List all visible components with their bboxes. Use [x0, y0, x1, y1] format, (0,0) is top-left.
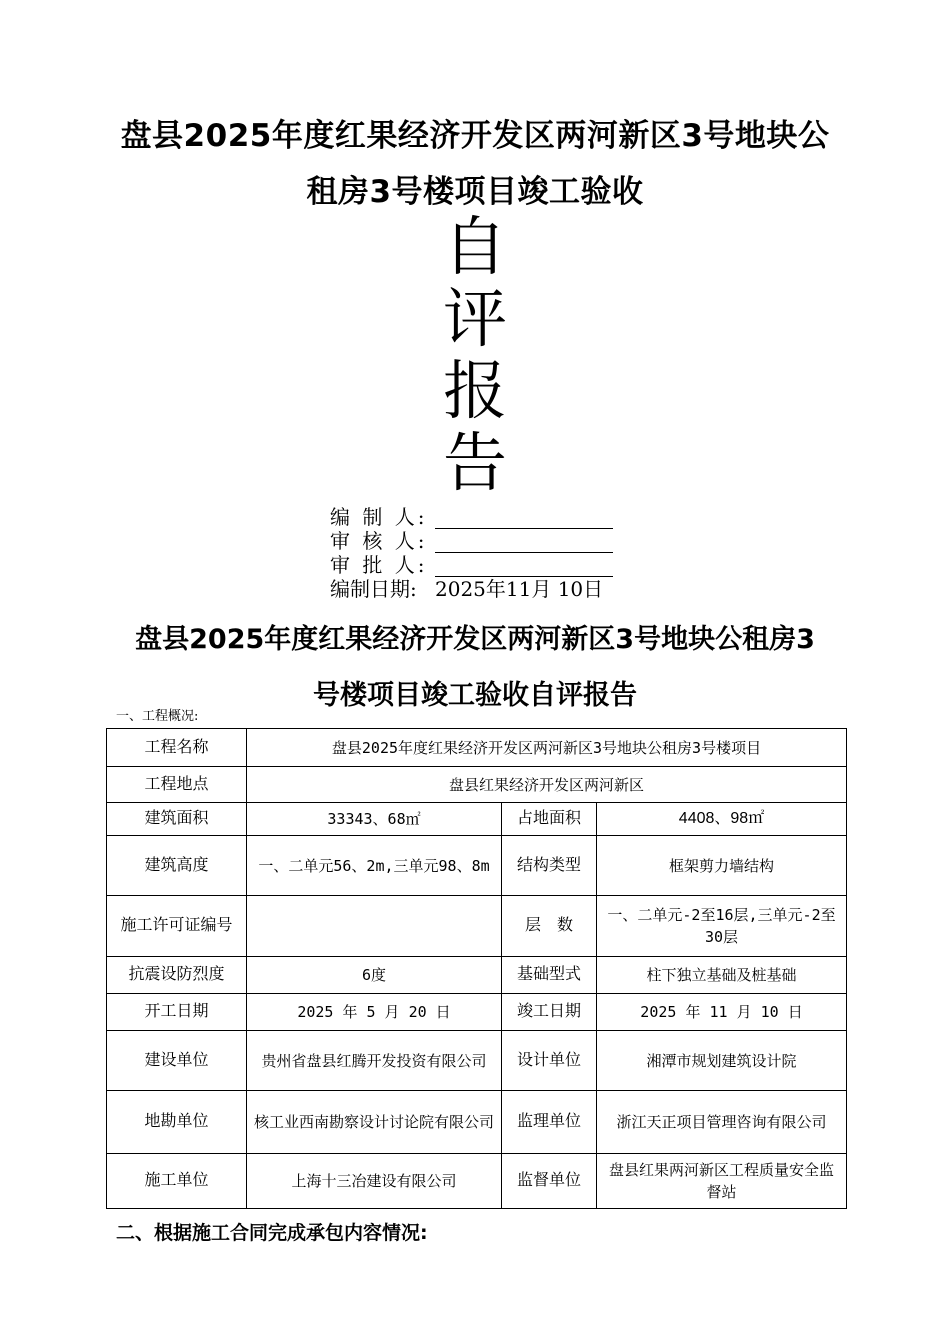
table-row [107, 1031, 847, 1091]
structure-value: 框架剪力墙结构 [597, 836, 847, 896]
building-area-label: 建筑面积 [107, 803, 247, 836]
compile-date-label: 编制日期: [330, 577, 417, 601]
designer-value: 湘潭市规划建筑设计院 [597, 1031, 847, 1091]
contractor-value: 上海十三冶建设有限公司 [247, 1154, 502, 1209]
foundation-label: 基础型式 [502, 957, 597, 994]
report-title [90, 612, 860, 724]
table-row [107, 896, 847, 957]
table-row [107, 994, 847, 1031]
floors-label: 层 数 [502, 896, 597, 957]
land-area-label: 占地面积 [502, 803, 597, 836]
compiler-label: 编 制 人: [330, 505, 428, 529]
report-type-char: 报 [443, 355, 507, 429]
location-label: 工程地点 [107, 767, 247, 803]
table-row [107, 803, 847, 836]
building-area-value: 33343、68㎡ [247, 803, 502, 836]
reviewer-label: 审 核 人: [330, 529, 428, 553]
report-type-char: 自 [443, 211, 507, 285]
owner-label: 建设单位 [107, 1031, 247, 1091]
report-title-line2: 号楼项目竣工验收自评报告 [313, 680, 637, 711]
table-row [107, 767, 847, 803]
reviewer-line [435, 532, 613, 553]
signature-block [330, 505, 613, 601]
cover-title-line2: 租房3号楼项目竣工验收 [306, 174, 644, 210]
height-label: 建筑高度 [107, 836, 247, 896]
table-row [107, 1091, 847, 1154]
permit-label: 施工许可证编号 [107, 896, 247, 957]
report-type-title [400, 212, 550, 500]
project-name-label: 工程名称 [107, 729, 247, 767]
cover-title [90, 108, 860, 220]
approver-label: 审 批 人: [330, 553, 428, 577]
project-overview-table [106, 728, 847, 1209]
report-title-line1: 盘县2025年度红果经济开发区两河新区3号地块公租房3 [135, 624, 815, 655]
signature-row-approver [330, 553, 613, 577]
project-name-value: 盘县2025年度红果经济开发区两河新区3号地块公租房3号楼项目 [247, 729, 847, 767]
survey-label: 地勘单位 [107, 1091, 247, 1154]
approver-line [435, 556, 613, 577]
supervisor-value: 浙江天正项目管理咨询有限公司 [597, 1091, 847, 1154]
height-value: 一、二单元56、2m,三单元98、8m [247, 836, 502, 896]
section-heading-overview: 一、工程概况: [116, 709, 199, 724]
location-value: 盘县红果经济开发区两河新区 [247, 767, 847, 803]
end-date-value: 2025 年 11 月 10 日 [597, 994, 847, 1031]
compile-date-value: 2025年11月 10日 [435, 577, 604, 601]
seismic-value: 6度 [247, 957, 502, 994]
foundation-value: 柱下独立基础及桩基础 [597, 957, 847, 994]
inspector-value: 盘县红果两河新区工程质量安全监督站 [597, 1154, 847, 1209]
cover-title-line1: 盘县2025年度红果经济开发区两河新区3号地块公 [120, 118, 830, 154]
report-type-char: 评 [443, 283, 507, 357]
table-row [107, 836, 847, 896]
floors-value: 一、二单元-2至16层,三单元-2至30层 [597, 896, 847, 957]
seismic-label: 抗震设防烈度 [107, 957, 247, 994]
signature-row-compiler [330, 505, 613, 529]
contractor-label: 施工单位 [107, 1154, 247, 1209]
section-heading-contract: 二、根据施工合同完成承包内容情况: [116, 1222, 428, 1244]
owner-value: 贵州省盘县红腾开发投资有限公司 [247, 1031, 502, 1091]
permit-value [247, 896, 502, 957]
start-date-label: 开工日期 [107, 994, 247, 1031]
compile-date-row [330, 577, 613, 601]
table-row [107, 729, 847, 767]
designer-label: 设计单位 [502, 1031, 597, 1091]
report-type-char: 告 [443, 427, 507, 501]
table-row [107, 957, 847, 994]
structure-label: 结构类型 [502, 836, 597, 896]
supervisor-label: 监理单位 [502, 1091, 597, 1154]
signature-row-reviewer [330, 529, 613, 553]
table-row [107, 1154, 847, 1209]
end-date-label: 竣工日期 [502, 994, 597, 1031]
inspector-label: 监督单位 [502, 1154, 597, 1209]
start-date-value: 2025 年 5 月 20 日 [247, 994, 502, 1031]
land-area-value: 4408、98㎡ [597, 803, 847, 836]
survey-value: 核工业西南勘察设计讨论院有限公司 [247, 1091, 502, 1154]
compiler-line [435, 508, 613, 529]
